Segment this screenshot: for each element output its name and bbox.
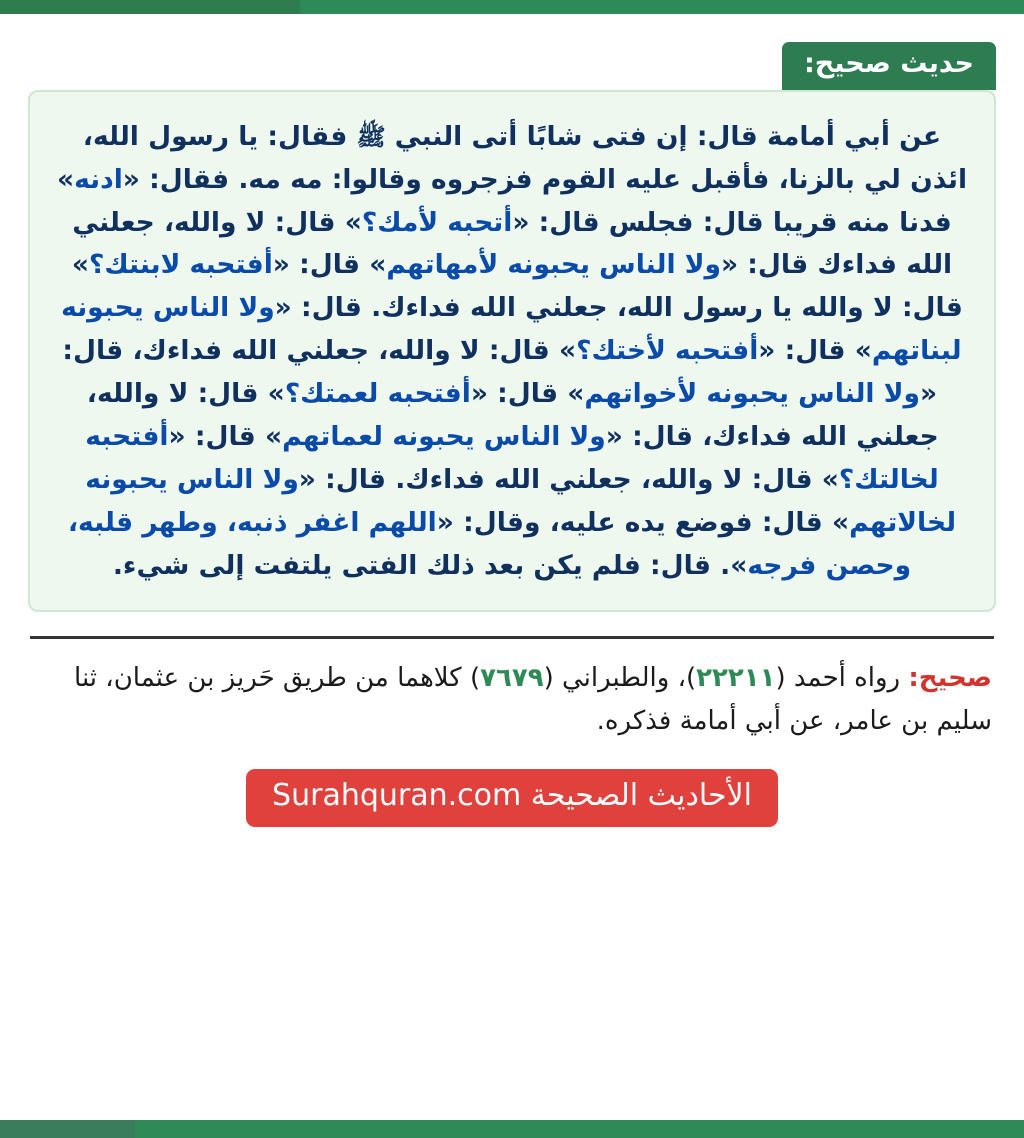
text-run-plain: » قال: فوضع يده عليه، وقال: « [436, 506, 850, 538]
text-run-plain: » قال: « [758, 335, 872, 367]
text-run-plain: » قال: « [272, 249, 387, 281]
document-page [0, 14, 1024, 1120]
text-run-quote: ولا الناس يحبونه لأمهاتهم [386, 249, 721, 281]
text-run-plain: » قال: « [470, 378, 585, 410]
bottom-decoration-bar [0, 1120, 1024, 1138]
grade-header-row [28, 42, 996, 90]
top-decoration-bar [0, 0, 1024, 14]
top-decoration-bar-segment [0, 0, 300, 14]
text-run-quote: ولا الناس يحبونه لخالاتهم [85, 464, 957, 538]
text-run-plain: » قال: لا والله، جعلني الله فداءك، قال: « [62, 335, 938, 410]
text-run-quote: ولا الناس يحبونه لأخواتهم [584, 378, 920, 410]
text-run-quote: أتحبه لأمك؟ [361, 206, 513, 238]
text-run-quote: اللهم اغفر ذنبه، وطهر قلبه، وحصن فرجه [67, 506, 912, 581]
footer-row [28, 769, 996, 828]
text-run-plain: » قال: لا والله، جعلني الله فداءك، قال: « [86, 378, 939, 453]
text-run-plain: )، والطبراني ( [543, 662, 697, 693]
text-run-num: ٧٦٧٩ [480, 662, 544, 693]
text-run-quote: أفتحبه لخالتك؟ [85, 421, 939, 496]
text-run-plain: » فدنا منه قريبا قال: فجلس قال: « [56, 163, 952, 238]
section-divider [30, 636, 994, 639]
text-run-quote: ولا الناس يحبونه لعماتهم [282, 421, 606, 453]
takhreej-paragraph [28, 657, 996, 743]
takhreej-grade-word: صحيح: [908, 662, 992, 693]
text-run-plain: » قال: لا والله، جعلني الله فداءك. قال: « [298, 464, 839, 496]
text-run-plain: فقال: يا رسول الله، ائذن لي بالزنا، فأقبل عليه القوم فزجروه وقالوا: مه مه. فقال: « [82, 120, 968, 195]
text-run-plain: » قال: « [168, 421, 283, 453]
text-run-quote: أفتحبه لعمتك؟ [284, 378, 471, 410]
site-badge[interactable]: الأحاديث الصحيحة Surahquran.com [246, 769, 778, 828]
text-run-quote: ولا الناس يحبونه لبناتهم [61, 292, 962, 367]
text-run-num: ٢٢٢١١ [696, 662, 776, 693]
text-run-quote: أفتحبه لأختك؟ [576, 335, 759, 367]
takhreej-body [74, 663, 992, 736]
hadith-grade-header: حديث صحيح: [782, 42, 996, 90]
hadith-text [57, 121, 967, 581]
text-run-symbol: ﷺ [356, 122, 386, 151]
bottom-decoration-bar-segment [0, 1120, 135, 1138]
text-run-plain: » قال: لا والله، جعلني الله فداءك قال: « [72, 206, 953, 281]
text-run-quote: أفتحبه لابنتك؟ [88, 249, 273, 281]
text-run-plain: » قال: لا والله يا رسول الله، جعلني الله فداءك. قال: « [71, 249, 963, 324]
text-run-plain: ». قال: فلم يكن بعد ذلك الفتى يلتفت إلى شيء. [112, 549, 748, 581]
text-run-plain: ) كلاهما من طريق حَريز بن عثمان، ثنا سليم بن عامر، عن أبي أمامة فذكره. [74, 662, 992, 736]
text-run-quote: ادنه [74, 163, 123, 195]
text-run-plain: عن أبي أمامة قال: إن فتى شابًا أتى النبي [385, 120, 942, 152]
hadith-text-box [28, 90, 996, 612]
text-run-plain: رواه أحمد ( [775, 662, 909, 693]
